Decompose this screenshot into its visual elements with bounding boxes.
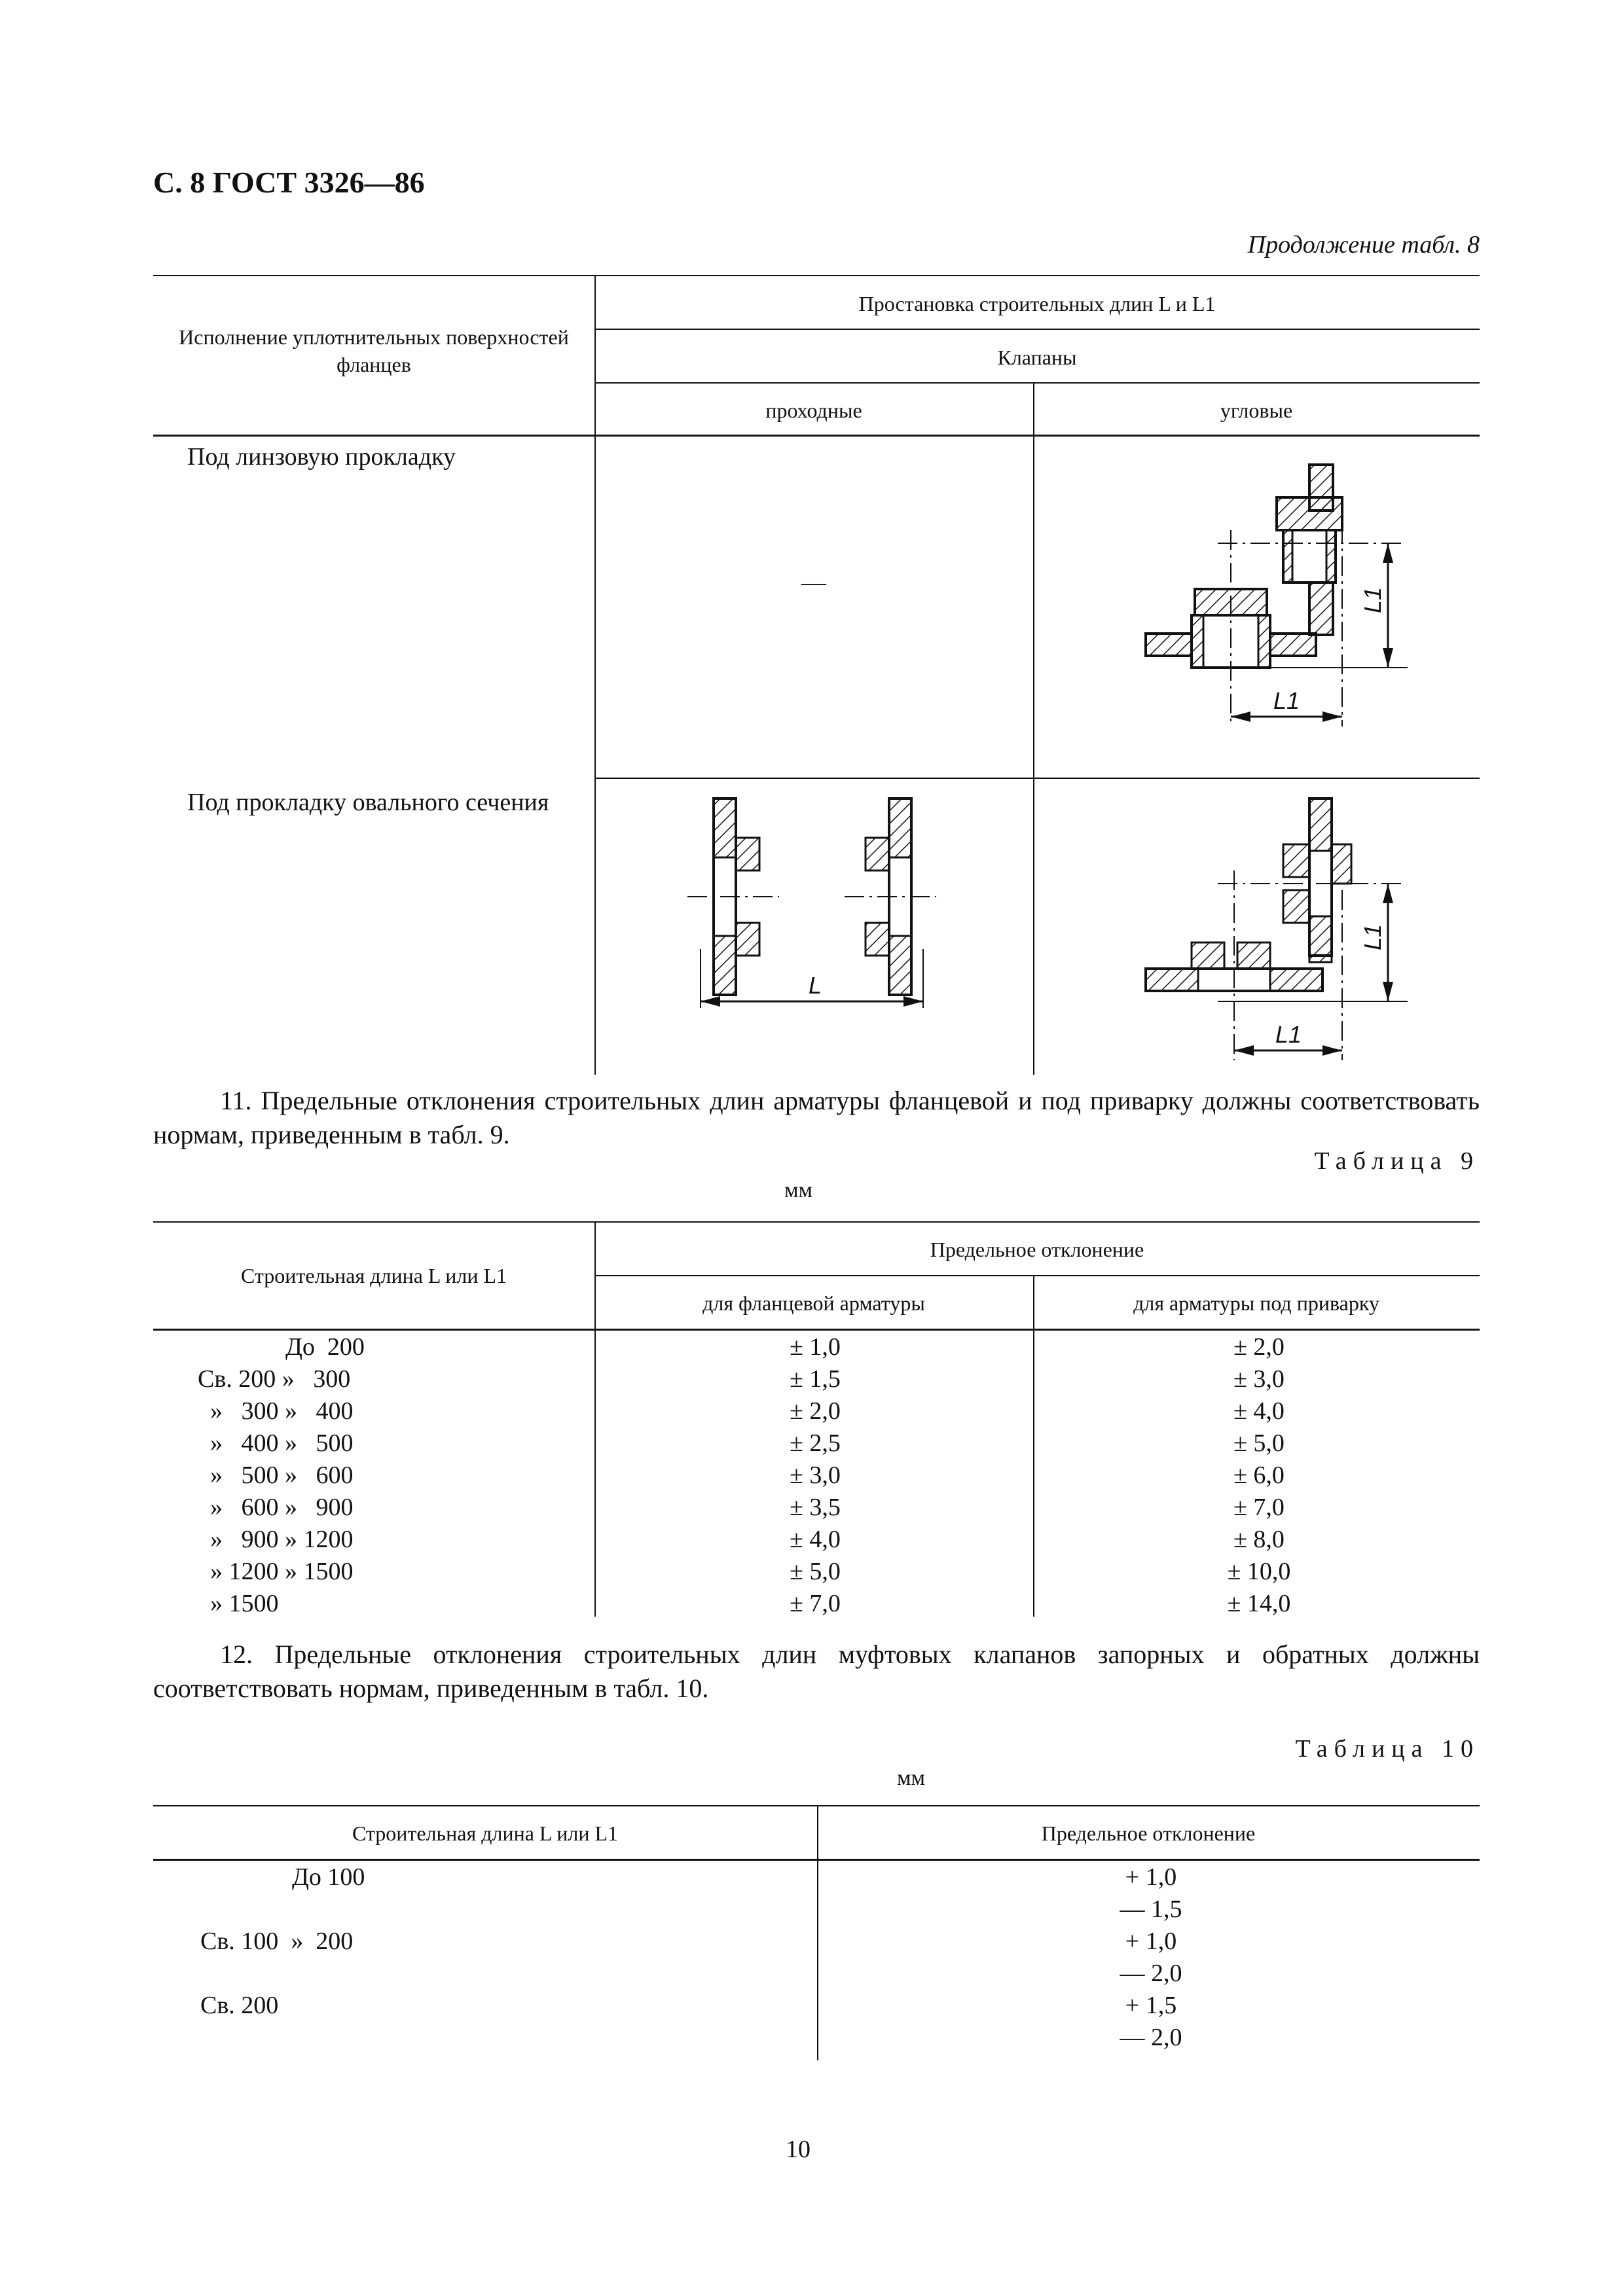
table9-row-flange: ± 7,0 (790, 1590, 841, 1617)
table9-unit: мм (784, 1178, 813, 1202)
paragraph-11: 11. Предельные отклонения строительных длин арматуры фланцевой и под приварку должны соответствовать нормам, приведенным в табл. 9. (153, 1086, 1480, 1149)
table9-group-header: Предельное отклонение (930, 1238, 1144, 1261)
table8-row1-straight-value: — (801, 569, 826, 596)
dim-L1-horizontal-label: L1 (1273, 687, 1300, 714)
table9-row-flange: ± 1,0 (790, 1333, 841, 1361)
table-continuation-label: Продолжение табл. 8 (1247, 231, 1480, 259)
table9-row-weld: ± 2,0 (1233, 1333, 1285, 1361)
table10-header-rule (153, 1859, 1480, 1861)
table10-row-plus: + 1,0 (1125, 1928, 1177, 1955)
table8-header-rule (153, 435, 1480, 437)
table8-col-divider-1 (594, 275, 596, 1075)
table9-row-flange: ± 2,5 (790, 1429, 841, 1457)
table10-col1-header: Строительная длина L или L1 (352, 1821, 619, 1845)
table9-row-length: » 900 » 1200 (198, 1526, 354, 1553)
table9-row-length: » 400 » 500 (198, 1429, 354, 1457)
table10-row-length: До 100 (292, 1863, 365, 1891)
table9-col2-header: для фланцевой арматуры (702, 1291, 925, 1315)
table8-sub-header: Клапаны (997, 346, 1077, 369)
table8-row-rule (594, 778, 1480, 779)
table9-row-weld: ± 4,0 (1233, 1397, 1285, 1425)
table9-row-length: » 1500 (198, 1590, 279, 1617)
table9-col1-header: Строительная длина L или L1 (240, 1264, 507, 1287)
table8-col1-header: Исполнение уплотнительных поверхностей фланцев (179, 325, 569, 376)
table9-row-weld: ± 14,0 (1227, 1590, 1291, 1617)
table9-row-weld: ± 6,0 (1233, 1462, 1285, 1489)
table9-row-weld: ± 5,0 (1233, 1429, 1285, 1457)
table9-row-length: » 300 » 400 (198, 1397, 354, 1425)
angle-valve-lens-drawing (1126, 458, 1440, 733)
table10-row-minus: — 2,0 (1120, 1960, 1182, 1987)
table8-col3-header: угловые (1220, 399, 1293, 422)
table9-row-flange: ± 1,5 (790, 1365, 841, 1393)
table9-row-length: » 600 » 900 (198, 1494, 354, 1521)
table8-row1-label: Под линзовую прокладку (187, 443, 456, 471)
table10-row-plus: + 1,0 (1125, 1863, 1177, 1891)
straight-valve-oval-drawing (674, 792, 949, 1028)
table9-row-length: До 200 (285, 1333, 365, 1361)
table9-row-flange: ± 3,0 (790, 1462, 841, 1489)
angle-valve-oval-drawing (1126, 792, 1440, 1067)
table9-row-flange: ± 5,0 (790, 1558, 841, 1585)
table10-unit: мм (897, 1766, 926, 1790)
table10-row-plus: + 1,5 (1125, 1992, 1177, 2019)
page-number: 10 (786, 2136, 811, 2163)
table10-row-length: Св. 100 » 200 (200, 1928, 354, 1955)
table9-col-divider-2 (1033, 1275, 1034, 1617)
paragraph-12: 12. Предельные отклонения строительных длин муфтовых клапанов запорных и обратных должны соответствовать нормам, приведенным в табл. 10. (153, 1640, 1480, 1703)
table9-row-length: » 500 » 600 (198, 1462, 354, 1489)
table9-row-flange: ± 2,0 (790, 1397, 841, 1425)
table8-col2-header: проходные (765, 399, 862, 422)
dim-L1-vertical-label: L1 (1359, 586, 1386, 613)
table9-row-flange: ± 4,0 (790, 1526, 841, 1553)
table9-row-weld: ± 3,0 (1233, 1365, 1285, 1393)
table8-rule-3 (594, 382, 1480, 384)
table10-row-length: Св. 200 (200, 1992, 279, 2019)
table10-top-rule (153, 1805, 1480, 1806)
table9-top-rule (153, 1221, 1480, 1223)
table9-row-weld: ± 10,0 (1227, 1558, 1291, 1585)
table9-row-weld: ± 8,0 (1233, 1526, 1285, 1553)
table8-top-rule (153, 275, 1480, 276)
dim-L-label: L (809, 972, 822, 999)
table9-row-length: Св. 200 » 300 (198, 1365, 351, 1393)
table9-rule-2 (594, 1275, 1480, 1276)
table8-row2-label: Под прокладку овального сечения (187, 789, 549, 816)
table10-row-minus: — 2,0 (1120, 2024, 1182, 2051)
table10-caption: Таблица 10 (1295, 1735, 1480, 1763)
table9-caption: Таблица 9 (1314, 1147, 1480, 1175)
table8-group-header: Простановка строительных длин L и L1 (858, 292, 1216, 315)
table9-header-rule (153, 1329, 1480, 1331)
table9-row-weld: ± 7,0 (1233, 1494, 1285, 1521)
table8-col-divider-2 (1033, 382, 1034, 1075)
table9-col-divider-1 (594, 1221, 596, 1617)
table10-col2-header: Предельное отклонение (1041, 1821, 1256, 1845)
table9-col3-header: для арматуры под приварку (1133, 1291, 1379, 1315)
page-header: С. 8 ГОСТ 3326—86 (153, 166, 425, 199)
table9-row-length: » 1200 » 1500 (198, 1558, 354, 1585)
dim-L1-horizontal-label-2: L1 (1275, 1021, 1302, 1048)
table9-row-flange: ± 3,5 (790, 1494, 841, 1521)
dim-L1-vertical-label-2: L1 (1359, 924, 1386, 950)
table8-rule-2 (594, 329, 1480, 330)
table10-row-minus: — 1,5 (1120, 1895, 1182, 1923)
